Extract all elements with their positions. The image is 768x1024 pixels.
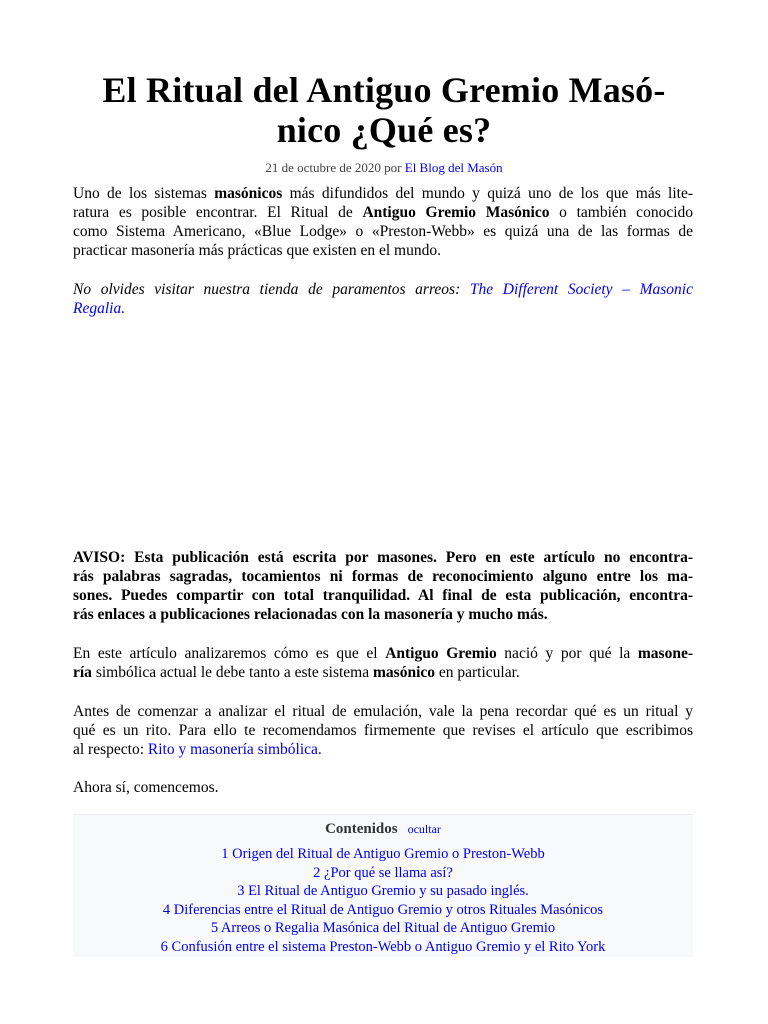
intro-text: ratura es posible encontrar. El Ritual de	[73, 204, 363, 221]
para2-text: En este artículo analizaremos cómo es que el	[73, 645, 386, 662]
toc-item	[73, 882, 693, 901]
post-by: por	[380, 160, 405, 175]
intro-line-1	[73, 184, 693, 203]
para3-text: al respecto:	[73, 741, 148, 758]
para2-bold: masónico	[373, 664, 435, 681]
promo-line-2	[73, 299, 693, 318]
post-meta	[0, 160, 768, 176]
toc-header	[73, 820, 693, 840]
toc-item	[73, 845, 693, 864]
para2-bold: masone-	[637, 645, 693, 662]
store-link-continued[interactable]: Regalia.	[73, 300, 126, 317]
toc-item	[73, 864, 693, 883]
notice-line-3: sones. Puedes compartir con total tranquilidad. Al final de esta publicación, encontra-	[73, 587, 693, 604]
para4-line: Ahora sí, comencemos.	[73, 779, 219, 796]
table-of-contents	[73, 814, 693, 957]
para3-line-2: qué es un rito. Para ello te recomendamos firmemente que revises el artículo que escribimos	[73, 722, 693, 739]
para2-text: simbólica actual le debe tanto a este sistema	[91, 664, 373, 681]
para3-line-1: Antes de comenzar a analizar el ritual de emulación, vale la pena recordar qué es un ritual y	[73, 703, 693, 720]
paragraph-comencemos	[73, 778, 693, 797]
promo-paragraph	[73, 280, 693, 318]
para2-bold: Antiguo Gremio	[385, 645, 497, 662]
toc-item	[73, 938, 693, 957]
toc-link-1[interactable]: 1 Origen del Ritual de Antiguo Gremio o Preston-Webb	[221, 846, 545, 862]
notice-line-4: rás enlaces a publicaciones relacionadas con la masonería y mucho más.	[73, 606, 548, 623]
author-link[interactable]: El Blog del Masón	[404, 160, 503, 175]
para2-text: nació y por qué la	[496, 645, 638, 662]
toc-title: Contenidos	[325, 821, 398, 837]
intro-line-4: practicar masonería más prácticas que existen en el mundo.	[73, 242, 441, 259]
intro-line-3: como Sistema Americano, «Blue Lodge» o «Preston-Webb» es quizá una de las formas de	[73, 223, 693, 240]
promo-text: No olvides visitar nuestra tienda de paramentos arreos:	[73, 281, 470, 298]
post-date: 21 de octubre de 2020	[265, 160, 381, 175]
intro-paragraph	[73, 184, 693, 260]
notice-paragraph	[73, 548, 693, 624]
intro-text: más difundidos del mundo y quizá uno de los que más lite-	[282, 185, 694, 202]
para3-line-3	[73, 740, 693, 759]
toc-link-4[interactable]: 4 Diferencias entre el Ritual de Antiguo Gremio y otros Rituales Masónicos	[162, 901, 604, 918]
intro-bold: masónicos	[214, 185, 283, 202]
paragraph-rito	[73, 702, 693, 759]
para2-bold: ría	[73, 664, 92, 681]
intro-line-2	[73, 203, 693, 222]
para2-line-2	[73, 663, 693, 682]
title-line-1: El Ritual del Antiguo Gremio Masó-	[102, 70, 666, 110]
toc-link-6[interactable]: 6 Confusión entre el sistema Preston-Webb o Antiguo Gremio y el Rito York	[160, 938, 606, 955]
page-title	[60, 70, 708, 150]
intro-text: o también conocido	[549, 204, 694, 221]
toc-link-5[interactable]: 5 Arreos o Regalia Masónica del Ritual de Antiguo Gremio	[210, 920, 556, 936]
paragraph-antiguo-gremio	[73, 644, 693, 682]
toc-list	[73, 845, 693, 956]
intro-bold: Antiguo Gremio Masónico	[362, 204, 550, 221]
para2-line-1	[73, 644, 693, 663]
store-link[interactable]: The Different Society – Masonic	[469, 281, 693, 298]
toc-link-2[interactable]: 2 ¿Por qué se llama así?	[313, 864, 453, 881]
para2-text: en particular.	[435, 664, 520, 681]
toc-item	[73, 901, 693, 920]
toc-link-3[interactable]: 3 El Ritual de Antiguo Gremio y su pasado inglés.	[237, 883, 529, 899]
toc-item	[73, 919, 693, 938]
toc-hide-toggle[interactable]: ocultar	[407, 822, 441, 836]
promo-line-1	[73, 280, 693, 299]
notice-line-2: rás palabras sagradas, tocamientos ni formas de reconocimiento alguno entre los ma-	[73, 568, 693, 585]
title-line-2: nico ¿Qué es?	[276, 110, 492, 150]
intro-text: Uno de los sistemas	[73, 185, 215, 202]
rito-link[interactable]: Rito y masonería simbólica.	[147, 741, 322, 758]
notice-line-1: AVISO: Esta publicación está escrita por masones. Pero en este artículo no encontra-	[73, 549, 693, 566]
